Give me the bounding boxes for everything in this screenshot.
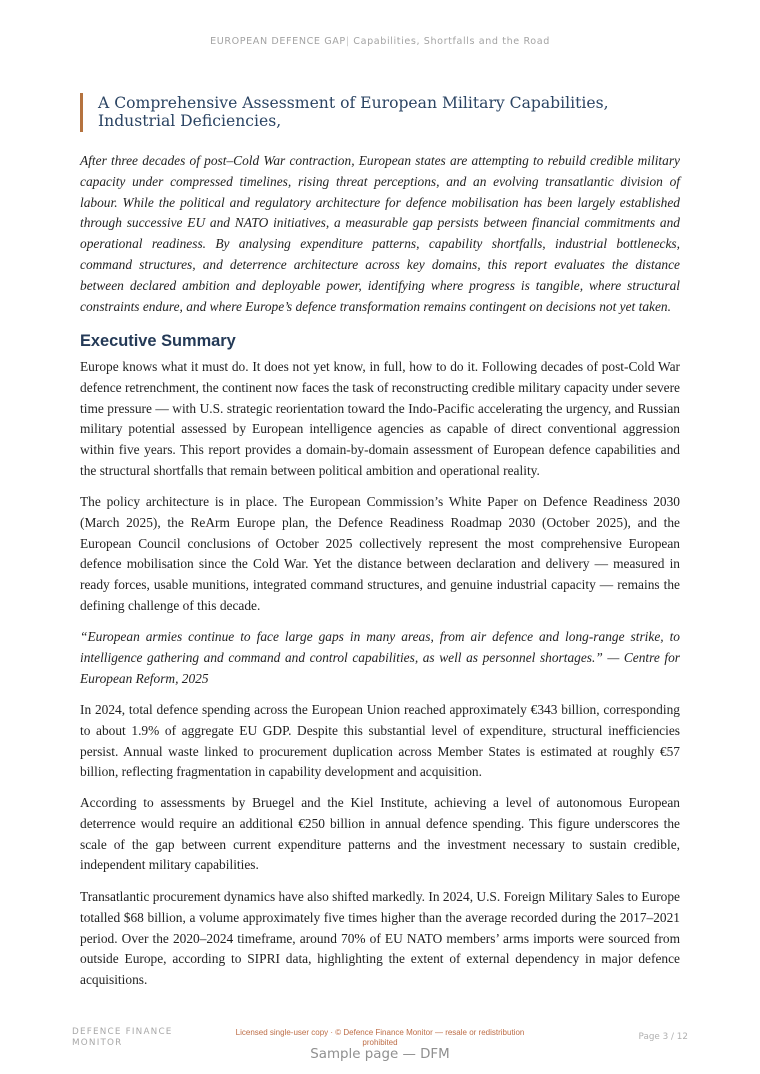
footer-page-number: Page 3 / 12 [638,1032,688,1042]
pull-quote: “European armies continue to face large gaps in many areas, from air defence and long-range strike, to intelligence gathering and command and control capabilities, as well as personnel shortages.” — Centre for European Reform, 2025 [80,629,680,686]
section-heading-executive-summary: Executive Summary [80,332,236,350]
sample-page-label: Sample page — DFM [310,1047,450,1062]
document-title: A Comprehensive Assessment of European Military Capabilities, Industrial Deficiencies, [98,94,609,130]
body-paragraph: In 2024, total defence spending across the European Union reached approximately €343 billion, corresponding to about 1.9% of aggregate EU GDP. Despite this substantial level of expenditure, structural inefficiencies persist. Annual waste linked to procurement duplication across Member States is estimated at roughly €57 billion, reflecting fragmentation in capability development and acquisition. [80,702,680,780]
body-paragraph: Transatlantic procurement dynamics have also shifted markedly. In 2024, U.S. Foreign Military Sales to Europe totalled $68 billion, a volume approximately five times higher than the average recorded during the 2017–2021 period. Over the 2020–2024 timeframe, around 70% of EU NATO members’ arms imports were sourced from outside Europe, according to SIPRI data, highlighting the extent of external dependency in major defence acquisitions. [80,889,680,988]
footer-publisher: DEFENCE FINANCE MONITOR [72,1027,173,1048]
running-header-subtitle: Capabilities, Shortfalls and the Road [349,36,550,47]
title-block [80,93,658,132]
body-paragraph: According to assessments by Bruegel and the Kiel Institute, achieving a level of autonomous European deterrence would require an additional €250 billion in annual defence spending. This figure underscores the scale of the gap between current expenditure patterns and the investment necessary to sustain credible, independent military capabilities. [80,795,680,873]
body-paragraph: Europe knows what it must do. It does not yet know, in full, how to do it. Following decades of post-Cold War defence retrenchment, the continent now faces the task of reconstructing credible military capacity under severe time pressure — with U.S. strategic reorientation toward the Indo-Pacific accelerating the urgency, and Russian military potential assessed by European intelligence agencies as capable of direct conventional aggression within five years. This report provides a domain-by-domain assessment of European defence capabilities and the structural shortfalls that remain between political ambition and operational reality. [80,359,680,478]
abstract: After three decades of post–Cold War contraction, European states are attempting to rebuild credible military capacity under compressed timelines, rising threat perceptions, and an evolving transatlantic division of labour. While the political and regulatory architecture for defence mobilisation has been largely established through successive EU and NATO initiatives, a measurable gap persists between financial commitments and operational readiness. By analysing expenditure patterns, capability shortfalls, industrial bottlenecks, command structures, and deterrence architecture across key domains, this report evaluates the distance between declared ambition and deployable power, identifying where progress is tangible, where structural constraints endure, and where Europe’s defence transformation remains contingent on decisions not yet taken. [80,153,680,314]
footer-license-notice: Licensed single-user copy · © Defence Finance Monitor — resale or redistribution prohibited [235,1028,525,1047]
running-header [0,36,760,47]
running-header-title: EUROPEAN DEFENCE GAP [210,36,346,47]
body-paragraph: The policy architecture is in place. The European Commission’s White Paper on Defence Readiness 2030 (March 2025), the ReArm Europe plan, the Defence Readiness Roadmap 2030 (October 2025), and the European Council conclusions of October 2025 collectively represent the most comprehensive European defence mobilisation since the Cold War. Yet the distance between declaration and delivery — measured in ready forces, usable munitions, integrated command structures, and genuine industrial capacity — remains the defining challenge of this decade. [80,494,680,613]
running-header-separator: | [345,36,350,47]
